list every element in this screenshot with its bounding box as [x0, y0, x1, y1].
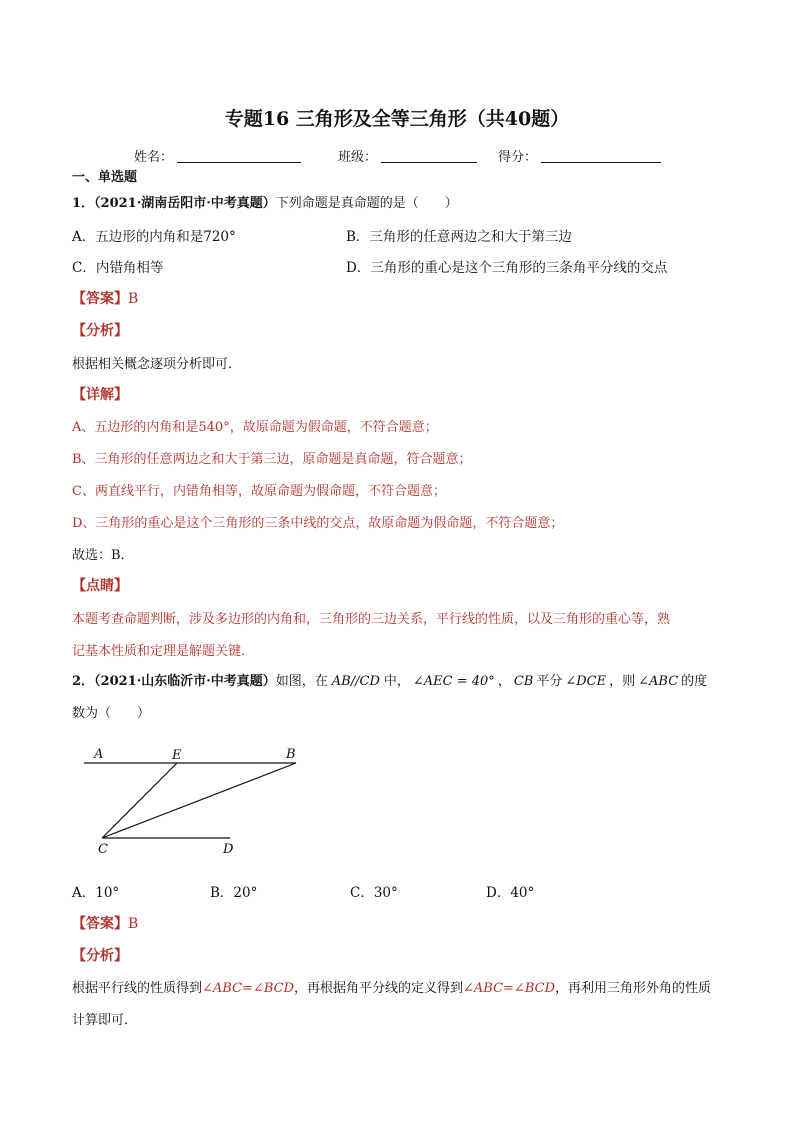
- score-label: 得分：: [498, 150, 538, 165]
- q1-choose: 故选：B．: [72, 548, 134, 563]
- q2-analysis-line1: [72, 977, 711, 996]
- name-field: [134, 146, 301, 165]
- q2-answer-value: B: [128, 916, 139, 932]
- class-label: 班级：: [338, 150, 378, 165]
- q2-text-1: 如图，在: [275, 674, 328, 689]
- q1-detail-d: D、三角形的重心是这个三角形的三条中线的交点，故原命题为假命题，不符合题意；: [72, 516, 564, 531]
- q1-option-b: B．三角形的任意两边之和大于第三边: [346, 229, 572, 245]
- label-b: B: [286, 747, 296, 762]
- q1-option-c: C．内错角相等: [72, 260, 164, 276]
- q2-option-d: D．40°: [486, 885, 535, 901]
- question-2-stem: [72, 670, 707, 689]
- q2-figure: [80, 740, 320, 860]
- q2-text-3: ，: [497, 674, 511, 689]
- q1-answer-tag: 【答案】: [72, 291, 128, 307]
- q1-option-a: A．五边形的内角和是720°: [72, 229, 236, 245]
- q2-option-c: C．30°: [350, 885, 398, 901]
- q2-analysis-text-3: ，再利用三角形外角的性质: [555, 981, 712, 996]
- line-ce: [102, 763, 177, 838]
- q1-detail-a: A、五边形的内角和是540°，故原命题为假命题，不符合题意；: [72, 420, 438, 435]
- q2-source: 2．（2021·山东临沂市·中考真题）: [72, 674, 276, 689]
- q2-text-4: 平分: [536, 674, 563, 689]
- name-blank: [177, 150, 301, 163]
- q2-analysis-math-2: ∠ABC=∠BCD: [463, 981, 555, 996]
- q1-answer: [72, 288, 138, 308]
- q2-text-6: 的度: [681, 674, 708, 689]
- q1-answer-value: B: [128, 291, 139, 307]
- q2-analysis-math-1: ∠ABC=∠BCD: [202, 981, 294, 996]
- label-e: E: [172, 748, 182, 763]
- question-1-stem: [72, 192, 458, 211]
- q2-text-5: ，则: [609, 674, 636, 689]
- q2-analysis-text-1: 根据平行线的性质得到: [72, 981, 203, 996]
- section-heading: 一、单选题: [72, 170, 138, 185]
- q2-answer: [72, 913, 138, 933]
- q1-detail-b: B、三角形的任意两边之和大于第三边，原命题是真命题，符合题意；: [72, 452, 472, 467]
- label-c: C: [98, 842, 108, 857]
- q1-comment-line2: 记基本性质和定理是解题关键．: [72, 644, 255, 659]
- q1-option-d: D．三角形的重心是这个三角形的三条角平分线的交点: [346, 260, 668, 276]
- q1-detail-c: C、两直线平行，内错角相等，故原命题为假命题，不符合题意；: [72, 484, 446, 499]
- q2-analysis-text-2: ，再根据角平分线的定义得到: [294, 981, 464, 996]
- class-blank: [381, 150, 477, 163]
- q1-comment-line1: 本题考查命题判断，涉及多边形的内角和，三角形的三边关系，平行线的性质，以及三角形的重心等，熟: [72, 612, 671, 627]
- page-title: 专题16 三角形及全等三角形（共40题）: [224, 108, 570, 130]
- q2-math-ab-cd: AB//CD: [331, 674, 380, 689]
- name-label: 姓名：: [134, 150, 174, 165]
- label-a: A: [94, 747, 104, 762]
- q1-analysis-tag: 【分析】: [72, 323, 128, 339]
- q2-stem-line2: 数为（ ）: [72, 706, 151, 721]
- q2-math-dce: ∠DCE: [565, 674, 607, 689]
- class-field: [338, 146, 477, 165]
- q1-detail-tag: 【详解】: [72, 387, 128, 403]
- q2-analysis-line2: 计算即可．: [72, 1013, 138, 1028]
- q2-analysis-tag: 【分析】: [72, 948, 128, 964]
- score-field: [498, 146, 661, 165]
- q2-option-a: A．10°: [72, 885, 120, 901]
- q1-comment-tag: 【点睛】: [72, 578, 128, 594]
- score-blank: [541, 150, 661, 163]
- q1-text: 下列命题是真命题的是（ ）: [275, 196, 458, 211]
- q2-math-cb: CB: [513, 674, 534, 689]
- q2-math-abc: ∠ABC: [638, 674, 679, 689]
- q2-option-b: B．20°: [210, 885, 258, 901]
- q2-answer-tag: 【答案】: [72, 916, 128, 932]
- line-cb: [102, 763, 296, 838]
- q1-source: 1．（2021·湖南岳阳市·中考真题）: [72, 196, 276, 211]
- q1-analysis-text: 根据相关概念逐项分析即可．: [72, 357, 242, 372]
- q2-math-aec: ∠AEC = 40°: [412, 674, 495, 689]
- q2-text-2: 中，: [383, 674, 410, 689]
- label-d: D: [223, 842, 234, 857]
